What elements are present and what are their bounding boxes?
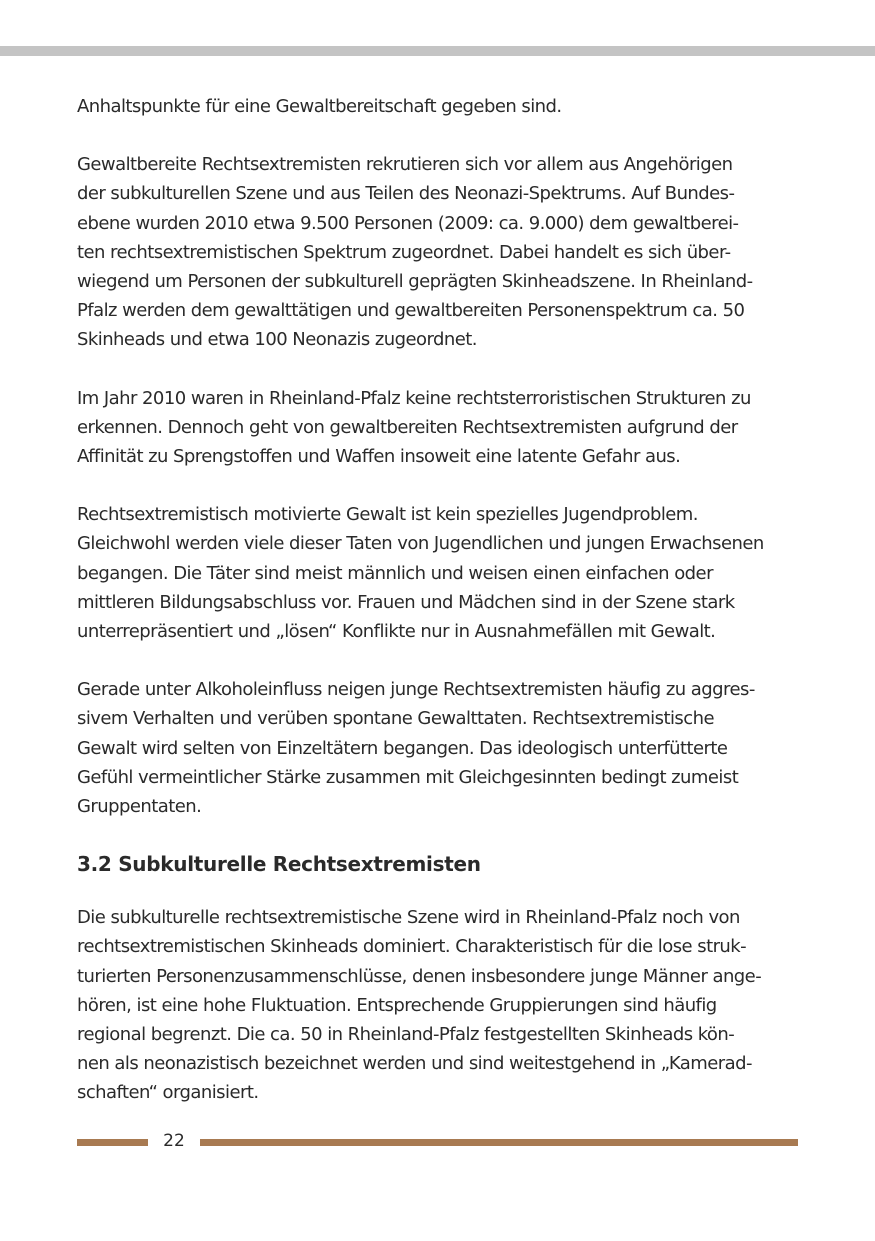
text-line: nen als neonazistisch bezeichnet werden und sind weitestgehend in „Kamerad- — [77, 1053, 752, 1075]
text-line: erkennen. Dennoch geht von gewaltbereiten Rechtsextremisten aufgrund der — [77, 416, 738, 438]
text-line: Gewaltbereite Rechtsextremisten rekrutieren sich vor allem aus Angehörigen — [77, 154, 733, 176]
text-line: Anhaltspunkte für eine Gewaltbereitschaft gegeben sind. — [77, 96, 562, 117]
text-line: regional begrenzt. Die ca. 50 in Rheinland-Pfalz festgestellten Skinheads kön- — [77, 1024, 735, 1046]
text-line: Rechtsextremistisch motivierte Gewalt ist kein spezielles Jugendproblem. — [77, 504, 698, 526]
text-line: Gerade unter Alkoholeinfluss neigen junge Rechtsextremisten häufig zu aggres- — [77, 679, 755, 701]
text-line: wiegend um Personen der subkulturell geprägten Skinheadszene. In Rheinland- — [77, 271, 753, 293]
footer-rule-left — [77, 1139, 148, 1146]
text-line: Gleichwohl werden viele dieser Taten von Jugendlichen und jungen Erwachsenen — [77, 533, 764, 555]
text-line: turierten Personenzusammenschlüsse, denen insbesondere junge Männer ange- — [77, 965, 762, 987]
text-line: sivem Verhalten und verüben spontane Gewalttaten. Rechtsextremistische — [77, 708, 714, 730]
text-line: mittleren Bildungsabschluss vor. Frauen und Mädchen sind in der Szene stark — [77, 591, 735, 613]
text-line: ebene wurden 2010 etwa 9.500 Personen (2009: ca. 9.000) dem gewaltberei- — [77, 212, 739, 234]
paragraph — [77, 384, 799, 472]
header-rule — [0, 46, 875, 56]
footer-rule-right — [200, 1139, 798, 1146]
text-line: der subkulturellen Szene und aus Teilen des Neonazi-Spektrums. Auf Bundes- — [77, 183, 735, 205]
text-line: Skinheads und etwa 100 Neonazis zugeordnet. — [77, 329, 477, 351]
text-line: Affinität zu Sprengstoffen und Waffen insoweit eine latente Gefahr aus. — [77, 446, 681, 468]
text-line: begangen. Die Täter sind meist männlich und weisen einen einfachen oder — [77, 562, 713, 584]
paragraphs-before-heading — [77, 92, 799, 821]
text-line: Die subkulturelle rechtsextremistische Szene wird in Rheinland-Pfalz noch von — [77, 907, 740, 929]
text-line: hören, ist eine hohe Fluktuation. Entsprechende Gruppierungen sind häufig — [77, 994, 717, 1016]
paragraph — [77, 500, 799, 646]
paragraph — [77, 92, 799, 121]
page-content — [77, 92, 799, 1137]
paragraph — [77, 150, 799, 354]
paragraphs-after-heading — [77, 903, 799, 1107]
text-line: ten rechtsextremistischen Spektrum zugeordnet. Dabei handelt es sich über- — [77, 241, 731, 263]
text-line: unterrepräsentiert und „lösen“ Konflikte nur in Ausnahmefällen mit Gewalt. — [77, 621, 716, 643]
text-line: Gefühl vermeintlicher Stärke zusammen mit Gleichgesinnten bedingt zumeist — [77, 766, 739, 788]
text-line: Gruppentaten. — [77, 796, 202, 818]
text-line: Pfalz werden dem gewalttätigen und gewaltbereiten Personenspektrum ca. 50 — [77, 300, 745, 322]
paragraph — [77, 675, 799, 821]
page-number: 22 — [163, 1131, 185, 1151]
section-heading: 3.2 Subkulturelle Rechtsextremisten — [77, 852, 481, 877]
text-line: Im Jahr 2010 waren in Rheinland-Pfalz keine rechtsterroristischen Strukturen zu — [77, 387, 751, 409]
text-line: schaften“ organisiert. — [77, 1082, 259, 1104]
text-line: rechtsextremistischen Skinheads dominiert. Charakteristisch für die lose struk- — [77, 936, 747, 958]
text-line: Gewalt wird selten von Einzeltätern begangen. Das ideologisch unterfütterte — [77, 737, 728, 759]
paragraph — [77, 903, 799, 1107]
